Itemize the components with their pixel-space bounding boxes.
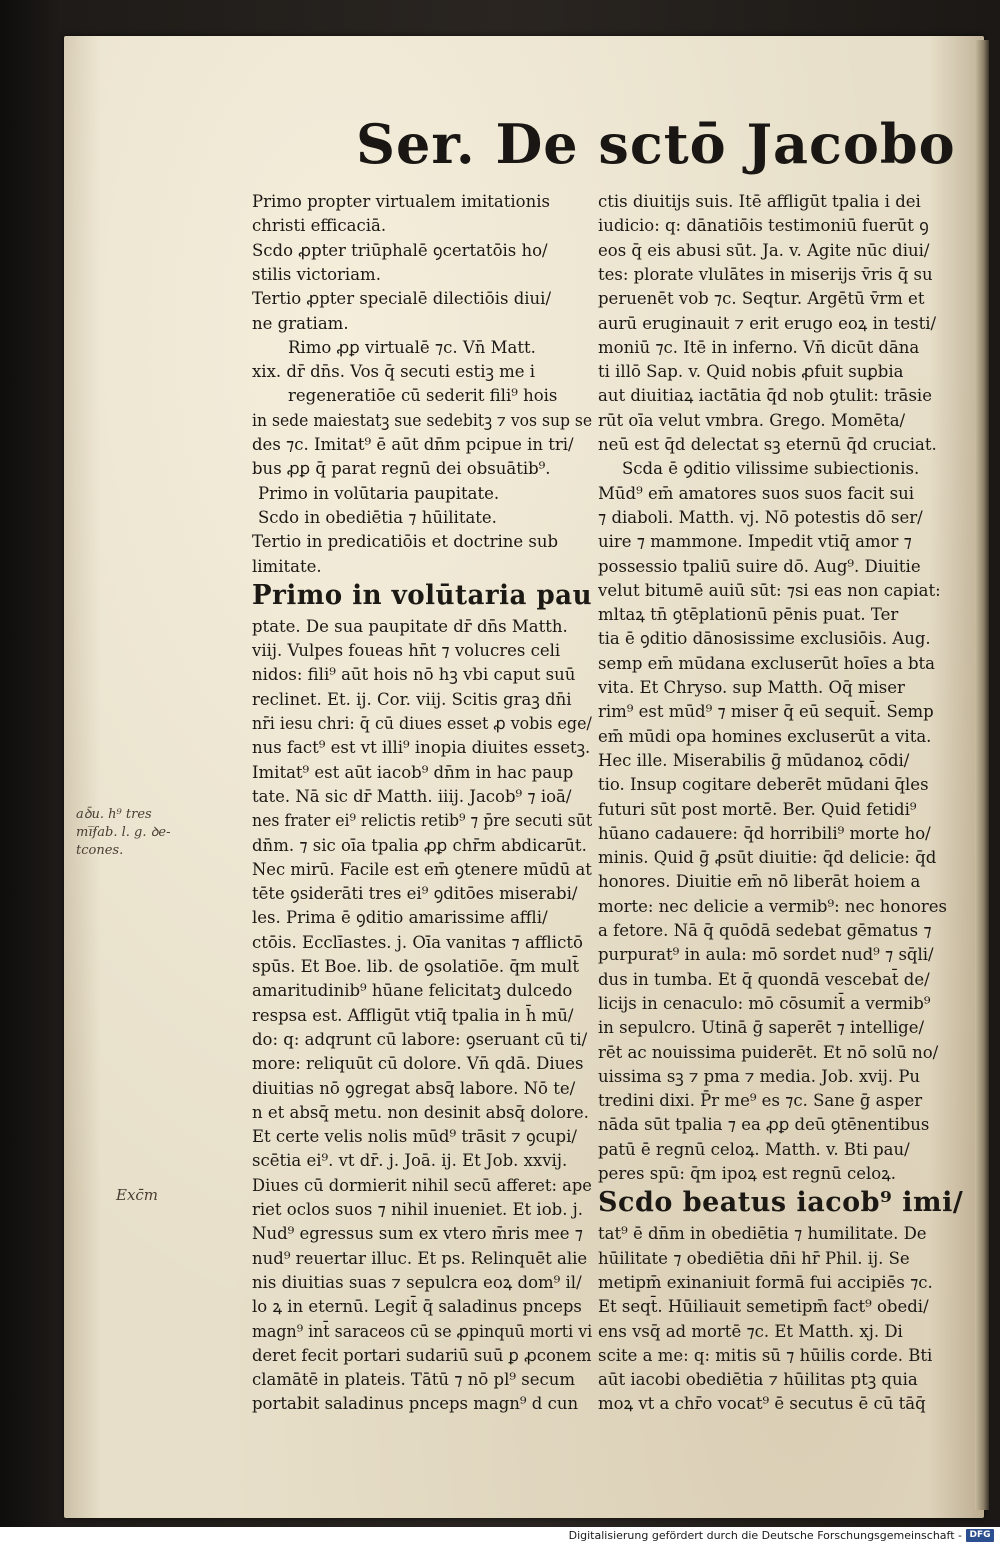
text-line: dn̄m. ⁊ sic oīa tpalia ꝓꝑ chr̄m abdicarūt. (252, 835, 587, 855)
text-line: neū est q̄d delectat sꝫ eternū q̄d cruciat. (598, 435, 937, 454)
text-line: Nec mirū. Facile est em̄ ꝯtenere mūdū at (252, 859, 592, 879)
text-line: em̄ mūdi opa homines excluserūt a vita. (598, 726, 932, 746)
text-line: peruenēt vob ⁊c. Seqtur. Argētū v̄rm et (598, 289, 925, 309)
text-line: honores. Diuitie em̄ nō liberāt hoiem a (598, 872, 921, 892)
text-line: riet oclos suos ⁊ nihil inueniet. Et iob. j. (252, 1200, 584, 1219)
text-line: aūt iacobi obediētia ⁊ hūilitas ptꝫ quia (598, 1370, 918, 1390)
text-line: tate. Nā sic dr̄ Matth. iiij. Jacob⁹ ⁊ ioā/ (252, 786, 572, 806)
text-line: nidos: fili⁹ aūt hois nō hꝫ vbi caput suū (252, 665, 576, 685)
margin-note-line: Exc̄m (116, 1186, 159, 1204)
text-line: Mūd⁹ em̄ amatores suos suos facit sui (598, 483, 915, 503)
text-line: Scda ē ꝯditio vilissime subiectionis. (622, 459, 920, 479)
margin-note-line: mi̅ẜab. l. g. ꝺe- (76, 825, 171, 840)
text-line: iudicio: q: dānatiōis testimoniū fuerūt ꝯ (598, 216, 929, 236)
text-line: ctis diuitijs suis. Itē affligūt tpalia i dei (598, 192, 921, 211)
text-line: ⁊ diaboli. Matth. vj. Nō potestis dō ser/ (598, 507, 923, 527)
page-edge (975, 40, 989, 1510)
section-heading: Scdo beatus iacob⁹ imi/ (598, 1187, 964, 1219)
text-line: scētia ei⁹. vt dr̄. j. Joā. ij. Et Job. xxvij. (252, 1151, 568, 1171)
text-line: des ⁊c. Imitat⁹ ē aūt dn̄m pcipue in tri/ (252, 435, 574, 454)
text-line: stilis victoriam. (252, 264, 381, 284)
text-line: Scdo ꝓpter triūphalē ꝯcertatōis ho/ (252, 240, 548, 260)
text-line: Primo in volūtaria paupitate. (258, 483, 500, 503)
text-line: vita. Et Chryso. sup Matth. Oq̄ miser (598, 678, 905, 697)
text-line: magn⁹ int̄ saraceos cū se ꝓpinquū morti vi (252, 1321, 593, 1341)
text-line: amaritudinib⁹ hūane felicitatꝫ dulcedo (252, 981, 573, 1001)
text-line: semp em̄ mūdana excluserūt hoīes a bta (598, 653, 935, 673)
text-line: rēt ac nouissima puiderēt. Et nō solū no/ (598, 1042, 939, 1062)
text-line: n et absq̄ metu. non desinit absq̄ dolore. (252, 1102, 589, 1122)
text-line: rim⁹ est mūd⁹ ⁊ miser q̄ eū sequit̄. Semp (598, 702, 934, 722)
right-text-column (598, 190, 968, 1414)
text-line: in sepulcro. Utinā ḡ saperēt ⁊ intellige/ (598, 1018, 925, 1038)
text-line: aut diuitiaꝝ iactātia q̄d nob ꝯtulit: trāsie (598, 386, 932, 406)
text-line: licijs in cenaculo: mō cōsumit̄ a vermib⁹ (598, 993, 931, 1013)
text-line: moniū ⁊c. Itē in inferno. Vn̄ dicūt dāna (598, 337, 920, 357)
text-line: Et seqt̄. Hūiliauit semetipm̄ fact⁹ obedi/ (598, 1297, 929, 1317)
text-line: les. Prima ē ꝯditio amarissime affli/ (252, 908, 548, 928)
text-line: nud⁹ reuertar illuc. Et ps. Relinquēt alie (252, 1248, 588, 1268)
footer-credit: Digitalisierung gefördert durch die Deutsche Forschungsgemeinschaft - (568, 1529, 962, 1542)
text-line: velut bitumē auiū sūt: ⁊si eas non capiat: (598, 580, 941, 600)
text-line: Tertio ꝓpter specialē dilectiōis diui/ (252, 289, 552, 309)
text-line: reclinet. Et. ij. Cor. viij. Scitis graꝫ dn̄i (252, 689, 572, 709)
margin-note-2 (116, 1186, 196, 1204)
text-line: lo ꝝ in eternū. Legit̄ q̄ saladinus pnceps (252, 1297, 582, 1317)
text-line: ptate. De sua paupitate dr̄ dn̄s Matth. (252, 616, 568, 636)
text-line: nis diuitias suas ⁊ sepulcra eoꝝ dom⁹ il/ (252, 1272, 582, 1292)
text-line: in sede maiestatꝫ sue sedebitꝫ ⁊ vos sup se (252, 410, 593, 430)
text-line: moꝝ vt a chr̄o vocat⁹ ē secutus ē cū tāq̄ (598, 1394, 926, 1414)
text-line: tes: plorate vlulātes in miserijs v̄ris q̄ su (598, 264, 933, 284)
text-line: more: reliquūt cū dolore. Vn̄ qdā. Diues (252, 1054, 584, 1074)
text-line: morte: nec delicie a vermib⁹: nec honores (598, 896, 948, 916)
text-line: purpurat⁹ in aula: mō sordet nud⁹ ⁊ sq̄li/ (598, 945, 934, 965)
text-line: ens vsq̄ ad mortē ⁊c. Et Matth. xj. Di (598, 1321, 903, 1341)
text-line: christi efficaciā. (252, 216, 387, 236)
text-line: Hec ille. Miserabilis ḡ mūdanoꝝ cōdi/ (598, 750, 910, 770)
text-line: Primo propter virtualem imitationis (252, 192, 550, 211)
text-line: Imitat⁹ est aūt iacob⁹ dn̄m in hac paup (252, 762, 574, 782)
text-line: Scdo in obediētia ⁊ hūilitate. (258, 507, 497, 527)
text-line: eos q̄ eis abusi sūt. Ja. v. Agite nūc diui/ (598, 240, 930, 260)
text-line: a fetore. Nā q̄ quōdā sedebat gēmatus ⁊ (598, 921, 932, 940)
text-line: portabit saladinus pnceps magn⁹ d cun (252, 1394, 579, 1414)
text-line: scite a me: q: mitis sū ⁊ hūilis corde. Bti (598, 1345, 933, 1365)
text-line: tredini dixi. P̄r me⁹ es ⁊c. Sane ḡ asper (598, 1091, 923, 1111)
text-line: aurū eruginauit ⁊ erit erugo eoꝝ in testi/ (598, 313, 937, 333)
text-line: peres spū: q̄m ipoꝝ est regnū celoꝝ. (598, 1164, 896, 1183)
text-line: Tertio in predicatiōis et doctrine sub (252, 532, 559, 552)
text-line: respsa est. Affligūt vtiq̄ tpalia in h̄ mū/ (252, 1005, 574, 1025)
text-line: xix. dr̄ dn̄s. Vos q̄ secuti estiꝫ me i (252, 362, 536, 382)
text-line: do: q: adqrunt cū labore: ꝯseruant cū ti/ (252, 1029, 588, 1049)
left-text-column (252, 190, 593, 1414)
text-line: tia ē ꝯditio dānosissime exclusiōis. Aug. (598, 629, 931, 649)
margin-note-line: aꝺ̄u. h⁹ tres (76, 807, 152, 822)
text-line: nes frater ei⁹ relictis retib⁹ ⁊ p̄re secuti sūt (252, 811, 593, 831)
page-header: Ser. De sctō Jacobo (356, 112, 956, 176)
text-line: tio. Insup cogitare deberēt mūdani q̄les (598, 775, 929, 795)
text-line: mltaꝝ tn̄ ꝯtēplationū pēnis puat. Ter (598, 605, 899, 625)
text-line: patū ē regnū celoꝝ. Matth. v. Bti pau/ (598, 1139, 910, 1159)
text-line: dus in tumba. Et q̄ quondā vescebat̄ de/ (598, 969, 930, 989)
text-line: minis. Quid ḡ ꝓsūt diuitie: q̄d delicie: q̄d (598, 848, 937, 868)
text-line: tat⁹ ē dn̄m in obediētia ⁊ humilitate. De (598, 1224, 927, 1244)
text-line: possessio tpaliū suire dō. Aug⁹. Diuitie (598, 556, 921, 576)
text-line: Diues cū dormierit nihil secū afferet: ape (252, 1175, 592, 1195)
text-line: tēte ꝯsiderāti tres ei⁹ ꝯditōes miserabi/ (252, 884, 578, 904)
section-heading: Primo in volūtaria pau (252, 579, 593, 611)
margin-note-1 (76, 806, 226, 860)
text-line: Rimo ꝓꝑ virtualē ⁊c. Vn̄ Matt. (288, 337, 536, 357)
text-line: Nud⁹ egressus sum ex vtero m̄ris mee ⁊ (252, 1224, 583, 1244)
text-line: spūs. Et Boe. lib. de ꝯsolatiōe. q̄m mult̄ (252, 957, 579, 976)
text-line: bus ꝓꝑ q̄ parat regnū dei obsuātib⁹. (252, 459, 551, 479)
text-line: nus fact⁹ est vt illi⁹ inopia diuites essetꝫ. (252, 738, 591, 758)
text-line: metipm̄ exinaniuit formā fui accipiēs ⁊c. (598, 1272, 933, 1292)
text-line: regeneratiōe cū sederit fili⁹ hois (288, 386, 558, 406)
text-line: clamātē in plateis. Tātū ⁊ nō pl⁹ secum (252, 1370, 575, 1390)
text-line: deret fecit portari sudariū suū ꝑ ꝓconem (252, 1345, 592, 1365)
text-line: viij. Vulpes foueas hn̄t ⁊ volucres celi (252, 641, 561, 661)
text-line: nāda sūt tpalia ⁊ ea ꝓꝑ deū ꝯtēnentibus (598, 1115, 930, 1135)
text-line: limitate. (252, 556, 322, 576)
dfg-logo: DFG (966, 1529, 994, 1542)
text-line: ne gratiam. (252, 313, 349, 333)
text-line: hūano cadauere: q̄d horribili⁹ morte ho/ (598, 823, 931, 843)
text-line: diuitias nō ꝯgregat absq̄ labore. Nō te/ (252, 1078, 576, 1098)
text-line: futuri sūt post mortē. Ber. Quid fetidi⁹ (598, 799, 917, 819)
footer-bar (0, 1527, 1000, 1545)
text-line: uire ⁊ mammone. Impedit vtiq̄ amor ⁊ (598, 532, 912, 552)
text-line: nr̄i iesu chri: q̄ cū diues esset ꝓ vobis ege/ (252, 714, 592, 733)
text-line: ctōis. Ecclīastes. j. Oīa vanitas ⁊ afflictō (252, 932, 583, 952)
text-line: Et certe velis nolis mūd⁹ trāsit ⁊ ꝯcupi/ (252, 1127, 577, 1147)
text-line: ti illō Sap. v. Quid nobis ꝓfuit suꝑbia (598, 362, 904, 382)
text-line: hūilitate ⁊ obediētia dn̄i hr̄ Phil. ij. Se (598, 1248, 910, 1268)
margin-note-line: tcones. (76, 843, 124, 858)
text-line: uissima sꝫ ⁊ pma ⁊ media. Job. xvij. Pu (598, 1066, 921, 1086)
text-line: rūt oīa velut vmbra. Grego. Momēta/ (598, 410, 906, 430)
